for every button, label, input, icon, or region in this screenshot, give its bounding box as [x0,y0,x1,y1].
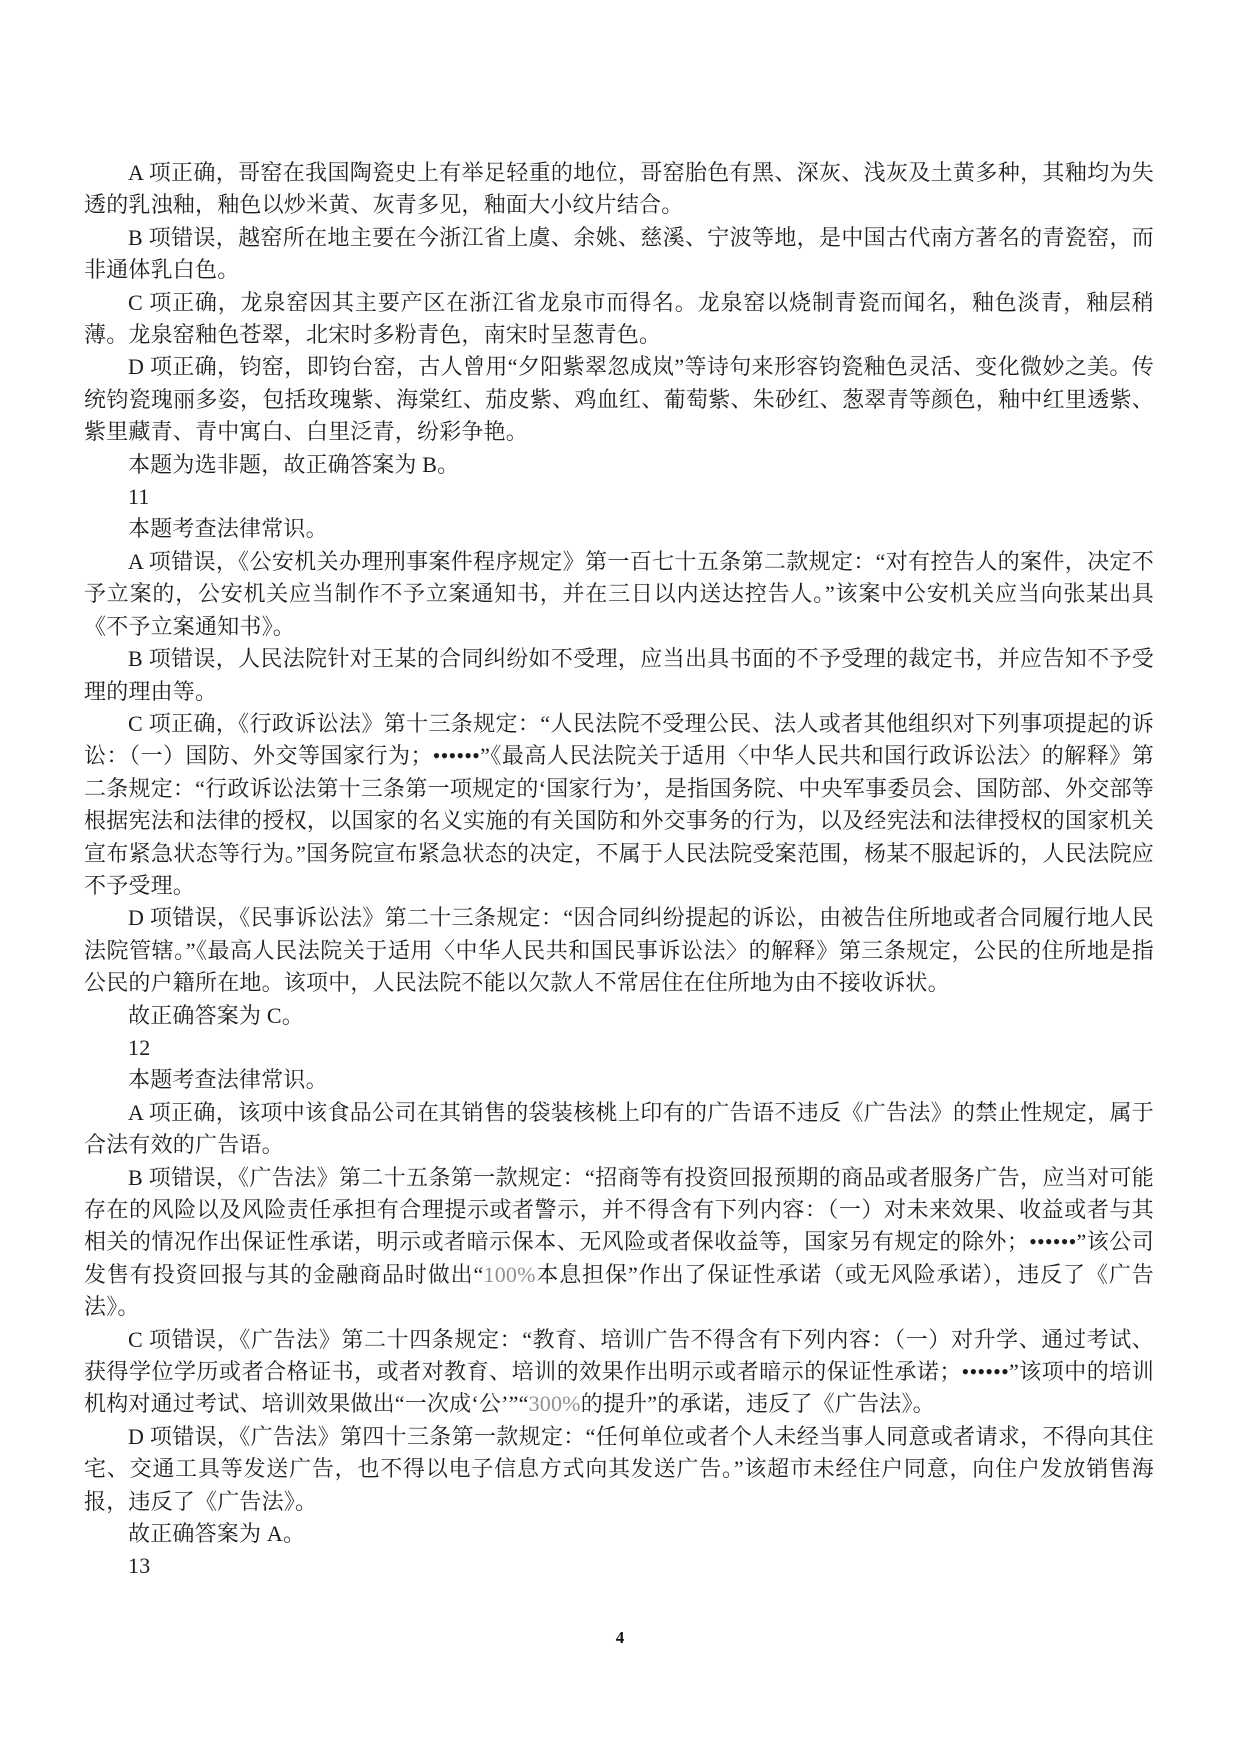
text-run: A 项正确，哥窑在我国陶瓷史上有举足轻重的地位，哥窑胎色有黑、深灰、浅灰及土黄多种，其釉均为失透的乳浊釉，釉色以炒米黄、灰青多见，釉面大小纹片结合。 [84,160,1154,218]
text-run: C 项错误，《广告法》第二十四条规定：“教育、培训广告不得含有下列内容：（一）对升学、通过考试、获得学位学历或者合格证书，或者对教育、培训的效果作出明示或者暗示的保证性承诺；••••••”该项中的培训机构对通过考试、培训效果做出“一次成‘公’”“ [84,1326,1154,1417]
text-run: B 项错误，人民法院针对王某的合同纠纷如不受理，应当出具书面的不予受理的裁定书，并应告知不予受理的理由等。 [84,646,1154,704]
paragraph [84,157,1154,222]
text-run: 本题为选非题，故正确答案为 B。 [128,451,460,477]
paragraph [84,1324,1154,1421]
text-run: D 项正确，钧窑，即钧台窑，古人曾用“夕阳紫翠忽成岚”等诗句来形容钧瓷釉色灵活、变化微妙之美。传统钧瓷瑰丽多姿，包括玫瑰紫、海棠红、茄皮紫、鸡血红、葡萄紫、朱砂红、葱翠青等颜色，釉中红里透紫、紫里藏青、青中寓白、白里泛青，纷彩争艳。 [84,354,1154,445]
text-run: 11 [128,484,150,510]
paragraph [84,287,1154,352]
paragraph [84,449,1154,481]
paragraph [84,1064,1154,1096]
paragraph [84,1421,1154,1518]
faded-text-run: 300% [528,1391,581,1417]
paragraph [84,1032,1154,1064]
text-run: 12 [128,1034,151,1060]
document-body [84,157,1154,1583]
paragraph [84,1518,1154,1550]
text-run: 故正确答案为 C。 [128,1002,304,1028]
text-run: D 项错误，《广告法》第四十三条第一款规定：“任何单位或者个人未经当事人同意或者请求，不得向其住宅、交通工具等发送广告，也不得以电子信息方式向其发送广告。”该超市未经住户同意，向住户发放销售海报，违反了《广告法》。 [84,1423,1154,1514]
paragraph [84,546,1154,643]
page-number: 4 [615,1628,625,1647]
paragraph [84,1097,1154,1162]
text-run: 13 [128,1553,151,1579]
paragraph [84,708,1154,902]
text-run: C 项正确，《行政诉讼法》第十三条规定：“人民法院不受理公民、法人或者其他组织对下列事项提起的诉讼：（一）国防、外交等国家行为；••••••”《最高人民法院关于适用〈中华人民共和国行政诉讼法〉的解释》第二条规定：“行政诉讼法第十三条第一项规定的‘国家行为’，是指国务院、中央军事委员会、国防部、外交部等根据宪法和法律的授权，以国家的名义实施的有关国防和外交事务的行为，以及经宪法和法律授权的国家机关宣布紧急状态等行为。”国务院宣布紧急状态的决定，不属于人民法院受案范围，杨某不服起诉的，人民法院应不予受理。 [84,710,1154,898]
text-run: 本题考查法律常识。 [128,1067,328,1093]
paragraph [84,351,1154,448]
paragraph [84,1550,1154,1582]
text-run: C 项正确，龙泉窑因其主要产区在浙江省龙泉市而得名。龙泉窑以烧制青瓷而闻名，釉色淡青，釉层稍薄。龙泉窑釉色苍翠，北宋时多粉青色，南宋时呈葱青色。 [84,289,1154,348]
text-run: 本息担保”作出了保证性承诺（或无风险承诺），违反了《广告法》。 [84,1261,1154,1320]
paragraph [84,1000,1154,1032]
text-run: B 项错误，越窑所在地主要在今浙江省上虞、余姚、慈溪、宁波等地，是中国古代南方著名的青瓷窑，而非通体乳白色。 [84,224,1154,283]
text-run: B 项错误，《广告法》第二十五条第一款规定：“招商等有投资回报预期的商品或者服务广告，应当对可能存在的风险以及风险责任承担有合理提示或者警示，并不得含有下列内容：（一）对未来效果、收益或者与其相关的情况作出保证性承诺，明示或者暗示保本、无风险或者保收益等，国家另有规定的除外；••••••”该公司发售有投资回报与其的金融商品时做出“ [84,1164,1154,1287]
text-run: 本题考查法律常识。 [128,516,328,542]
paragraph [84,222,1154,287]
paragraph [84,902,1154,999]
text-run: A 项正确，该项中该食品公司在其销售的袋装核桃上印有的广告语不违反《广告法》的禁止性规定，属于合法有效的广告语。 [84,1099,1154,1158]
text-run: A 项错误，《公安机关办理刑事案件程序规定》第一百七十五条第二款规定：“对有控告人的案件，决定不予立案的，公安机关应当制作不予立案通知书，并在三日以内送达控告人。”该案中公安机关应当向张某出具《不予立案通知书》。 [84,548,1154,639]
text-run: 故正确答案为 A。 [128,1521,306,1547]
faded-text-run: 100% [483,1261,536,1287]
text-run: D 项错误，《民事诉讼法》第二十三条规定：“因合同纠纷提起的诉讼，由被告住所地或者合同履行地人民法院管辖。”《最高人民法院关于适用〈中华人民共和国民事诉讼法〉的解释》第三条规定，公民的住所地是指公民的户籍所在地。该项中，人民法院不能以欠款人不常居住在住所地为由不接收诉状。 [84,905,1154,996]
paragraph [84,643,1154,708]
text-run: 的提升”的承诺，违反了《广告法》。 [580,1391,935,1417]
paragraph [84,481,1154,513]
paragraph [84,1162,1154,1324]
paragraph [84,513,1154,545]
